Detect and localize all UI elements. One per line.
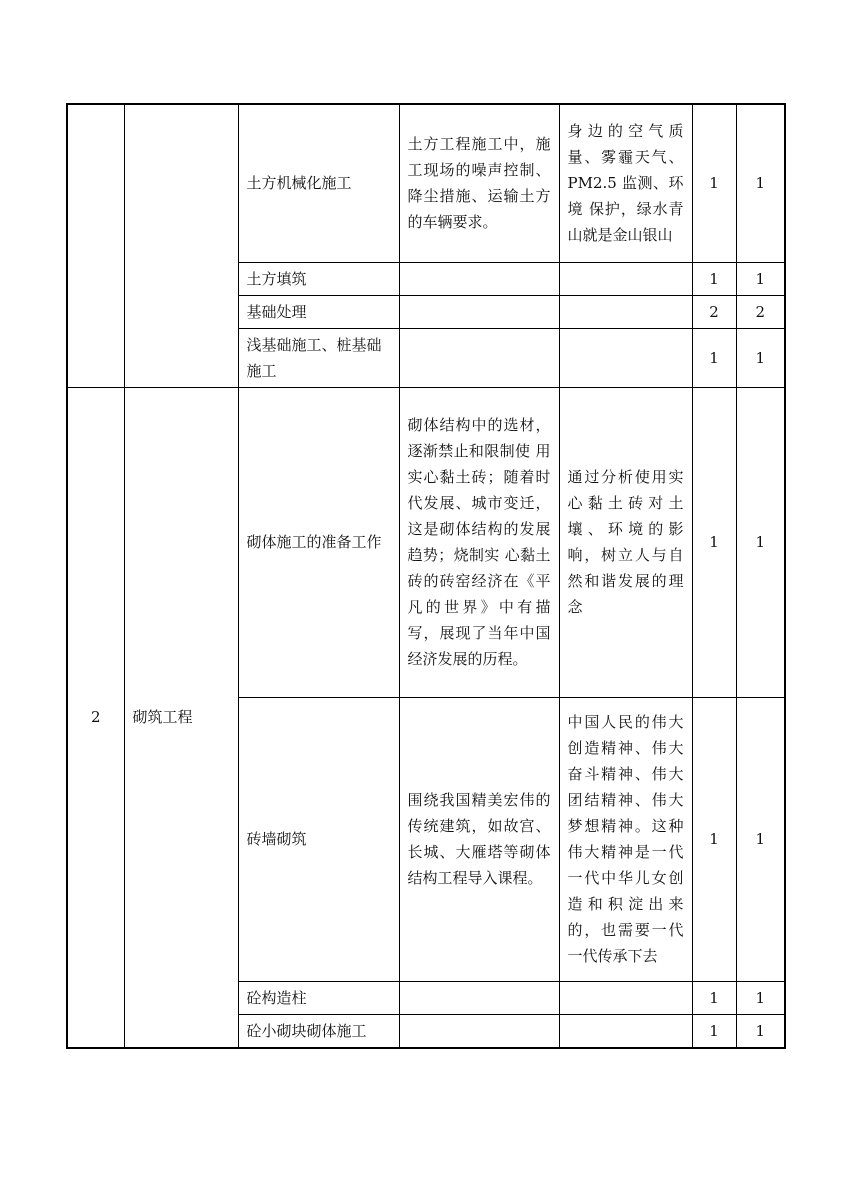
hours-cell-2: 1 [736,262,785,295]
group-no-cell: 2 [67,387,124,1048]
hours-cell: 1 [692,981,736,1014]
hours-cell: 1 [692,104,736,262]
content-cell: 围绕我国精美宏伟的传统建筑，如故宫、长城、大雁塔等砌体结构工程导入课程。 [399,697,559,981]
hours-cell: 1 [692,387,736,697]
ideology-cell: 身边的空气质量、雾霾天气、PM2.5 监测、环境 保护，绿水青山就是金山银山 [559,104,692,262]
hours-cell-2: 2 [736,295,785,328]
ideology-cell [559,1014,692,1048]
ideology-cell: 中国人民的伟大创造精神、伟大奋斗精神、伟大团结精神、伟大梦想精神。这种伟大精神是一代一代中华儿女创造和积淀出来的，也需要一代一代传承下去 [559,697,692,981]
hours-cell-2: 1 [736,104,785,262]
group-no-cell [67,104,124,387]
content-cell [399,328,559,387]
hours-cell-2: 1 [736,387,785,697]
group-name-cell: 砌筑工程 [124,387,238,1048]
hours-cell: 1 [692,697,736,981]
table-row [67,104,785,262]
item-cell: 土方填筑 [238,262,399,295]
hours-cell-2: 1 [736,328,785,387]
item-cell: 基础处理 [238,295,399,328]
curriculum-table [66,103,786,1049]
group-name-cell [124,104,238,387]
ideology-cell: 通过分析使用实心黏土砖对土壤、环境的影响，树立人与自然和谐发展的理念 [559,387,692,697]
ideology-cell [559,328,692,387]
ideology-cell [559,262,692,295]
content-cell [399,262,559,295]
hours-cell: 1 [692,328,736,387]
hours-cell-2: 1 [736,981,785,1014]
hours-cell-2: 1 [736,697,785,981]
hours-cell-2: 1 [736,1014,785,1048]
ideology-cell [559,981,692,1014]
hours-cell: 1 [692,262,736,295]
item-cell: 砖墙砌筑 [238,697,399,981]
item-cell: 砼构造柱 [238,981,399,1014]
content-cell: 土方工程施工中，施工现场的噪声控制、降尘措施、运输土方的车辆要求。 [399,104,559,262]
ideology-cell [559,295,692,328]
hours-cell: 2 [692,295,736,328]
item-cell: 浅基础施工、桩基础施工 [238,328,399,387]
item-cell: 土方机械化施工 [238,104,399,262]
content-cell [399,1014,559,1048]
content-cell [399,295,559,328]
content-cell [399,981,559,1014]
item-cell: 砌体施工的准备工作 [238,387,399,697]
content-cell: 砌体结构中的选材，逐渐禁止和限制使 用实心黏土砖；随着时代发展、城市变迁，这是砌体结构的发展趋势；烧制实 心黏土砖的砖窑经济在《平凡的世界》中有描写，展现了当年中国经济发展的历程。 [399,387,559,697]
table-row [67,387,785,697]
hours-cell: 1 [692,1014,736,1048]
item-cell: 砼小砌块砌体施工 [238,1014,399,1048]
